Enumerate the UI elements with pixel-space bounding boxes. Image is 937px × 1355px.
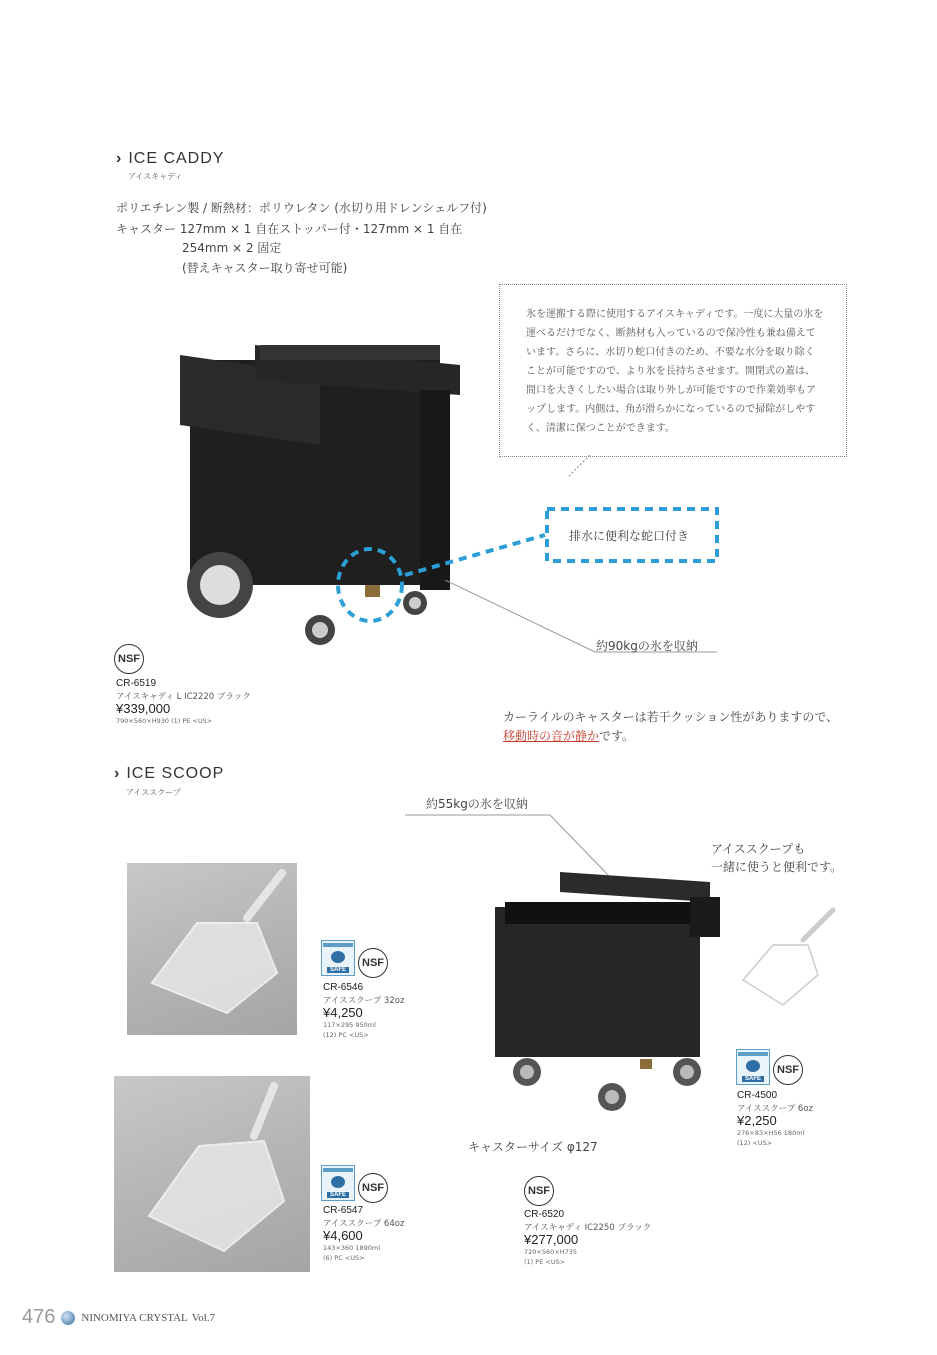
product-name: アイススクープ 6oz [737,1104,813,1114]
section-subtitle: アイススクープ [126,788,181,797]
chevron-right-icon: › [114,765,121,782]
product-dims: 117×295 950ml [323,1021,376,1029]
caster-size-label: キャスターサイズ φ127 [468,1140,598,1154]
product-name: アイスキャディ IC2250 ブラック [524,1223,652,1233]
product-name: アイスキャディ L IC2220 ブラック [116,692,251,702]
nsf-badge-icon: NSF [358,1173,388,1203]
chevron-right-icon: › [116,150,123,167]
product-code: CR-6546 [323,982,364,993]
product-dims: (12) PC <US> [323,1031,369,1039]
caster-note-highlight: 移動時の音が静か [503,729,600,743]
food-safe-badge-icon: SAFE [321,1165,355,1201]
page-footer [22,1306,215,1329]
scoop-icon [114,1076,310,1272]
product-name: アイススクープ 32oz [323,996,405,1006]
scoop-6oz-image [733,900,843,1020]
spec-line: (替えキャスター取り寄せ可能) [182,261,348,275]
section-subtitle: アイスキャディ [128,172,183,181]
together-note-line2: 一緒に使うと便利です。 [711,860,843,874]
ice-caddy-small-image [490,862,730,1117]
product-dims: (6) PC <US> [323,1254,365,1262]
product-price: ¥277,000 [524,1232,579,1247]
product-price: ¥4,600 [323,1228,363,1243]
spec-line: 254mm × 2 固定 [182,241,282,255]
product-dims: (12) <US> [737,1139,773,1147]
food-safe-badge-icon: SAFE [736,1049,770,1085]
capacity-callout-label: 約90kgの氷を収納 [596,639,698,653]
description-box [499,284,847,457]
globe-icon [61,1311,75,1325]
product-price: ¥2,250 [737,1113,777,1128]
product-dims: (1) PE <US> [524,1258,566,1266]
page-number: 476 [22,1306,56,1328]
scoop-32oz-image [127,863,297,1035]
section-title-ice-caddy: › ICE CADDY [116,150,225,167]
spec-line: ポリエチレン製 / 断熱材：ポリウレタン (水切り用ドレンシェルフ付) [116,201,487,215]
product-dims: 143×360 1890ml [323,1244,381,1252]
faucet-callout-label: 排水に便利な蛇口付き [569,529,690,543]
scoop-icon [127,863,297,1035]
caster-note-line2: 移動時の音が静かです。 [503,729,635,743]
nsf-badge-icon: NSF [358,948,388,978]
catalog-volume: Vol.7 [191,1311,216,1324]
product-dims: 720×560×H735 [524,1248,577,1256]
catalog-name: NINOMIYA CRYSTAL [81,1311,188,1324]
caster-note-line1: カーライルのキャスターは若干クッション性がありますので、 [503,710,839,724]
product-dims: 276×83×H56 180ml [737,1129,805,1137]
product-dims: 790×560×H930 (1) PE <US> [116,717,213,725]
product-code: CR-6519 [116,678,157,689]
product-name: アイススクープ 64oz [323,1219,405,1229]
description-text: 氷を運搬する際に使用するアイスキャディです。一度に大量の氷を運べるだけでなく、断熱材も入っているので保冷性も兼ね備えています。さらに、水切り蛇口付きのため、不要な水分を取り除くことが可能ですので、より氷を長持ちさせます。開閉式の蓋は、間口を大きくしたい場合は取り外しが可能ですので作業効率もアップします。内側は、角が滑らかになっているので掃除がしやすく、清潔に保つことができます。 [526,309,824,434]
scoop-64oz-image [114,1076,310,1272]
spec-line: キャスター 127mm × 1 自在ストッパー付・127mm × 1 自在 [116,222,463,236]
callout-tail [560,455,600,480]
product-price: ¥4,250 [323,1005,363,1020]
together-note-line1: アイススクープも [711,842,806,856]
product-code: CR-6547 [323,1205,364,1216]
product-code: CR-6520 [524,1209,565,1220]
nsf-badge-icon: NSF [524,1176,554,1206]
section-title-ice-scoop: › ICE SCOOP [114,765,225,782]
food-safe-badge-icon: SAFE [321,940,355,976]
nsf-badge-icon: NSF [773,1055,803,1085]
product-price: ¥339,000 [116,701,171,716]
scoop-caddy-capacity-label: 約55kgの氷を収納 [426,797,528,811]
nsf-badge-icon: NSF [114,644,144,674]
product-code: CR-4500 [737,1090,778,1101]
